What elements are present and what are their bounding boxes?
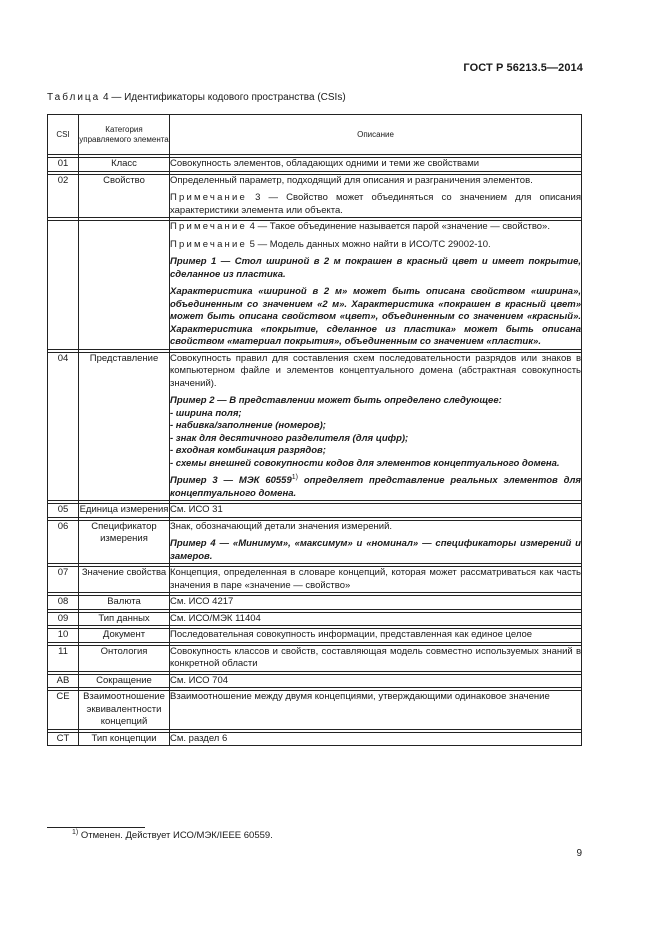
table-row xyxy=(48,221,582,350)
description-text: См. ИСО 4217 xyxy=(170,596,234,607)
description-cell xyxy=(170,352,582,501)
caption-label: Таблица xyxy=(47,92,101,103)
category-cell: Тип концепции xyxy=(79,732,170,746)
footnote-mark: 1) xyxy=(72,828,79,836)
table-row xyxy=(48,612,582,626)
table-row xyxy=(48,158,582,172)
note-label: Примечание xyxy=(170,192,247,203)
example-text: Пример 2 — В представлении может быть определено следующее: xyxy=(170,395,502,406)
example-text: Пример 1 — Стол шириной в 2 м покрашен в красный цвет и имеет покрытие, сделанное из пластика. xyxy=(170,256,581,280)
description-cell xyxy=(170,520,582,564)
category-cell: Документ xyxy=(79,629,170,643)
description-cell xyxy=(170,567,582,593)
category-cell: Значение свойства xyxy=(79,567,170,593)
example-list-item: - ширина поля; xyxy=(170,407,242,419)
page-number: 9 xyxy=(576,848,582,859)
csi-code-cell: CT xyxy=(48,732,79,746)
table-row xyxy=(48,691,582,730)
description-cell xyxy=(170,504,582,518)
example-list-item: - входная комбинация разрядов; xyxy=(170,445,326,456)
csi-code-cell: 11 xyxy=(48,645,79,671)
category-cell: Тип данных xyxy=(79,612,170,626)
description-cell xyxy=(170,221,582,350)
example-paragraph xyxy=(170,475,581,500)
csi-code-cell: 06 xyxy=(48,520,79,564)
note-paragraph xyxy=(170,221,581,234)
description-cell xyxy=(170,674,582,688)
description-cell xyxy=(170,612,582,626)
example-text-continued: определяет представление реальных элементов для концептуального домена. xyxy=(170,475,581,499)
example-paragraph xyxy=(170,286,581,349)
description-text: См. раздел 6 xyxy=(170,732,228,744)
csi-code-cell: 01 xyxy=(48,158,79,172)
table-header-row xyxy=(48,115,582,155)
footnote-text: Отменен. Действует ИСО/МЭК/IEEE 60559. xyxy=(80,830,273,841)
description-cell xyxy=(170,732,582,746)
description-text: Совокупность элементов, обладающих одними и теми же свойствами xyxy=(170,158,480,169)
csi-code-cell: 08 xyxy=(48,596,79,610)
description-cell xyxy=(170,158,582,172)
description-text: См. ИСО 704 xyxy=(170,674,229,686)
csi-code-cell: 09 xyxy=(48,612,79,626)
table-row xyxy=(48,174,582,218)
category-cell: Свойство xyxy=(79,174,170,218)
example-list-item: - набивка/заполнение (номеров); xyxy=(170,420,326,431)
category-cell: Онтология xyxy=(79,645,170,671)
example-list-item: - знак для десятичного разделителя (для цифр); xyxy=(170,432,409,444)
note-paragraph xyxy=(170,192,581,217)
table-body xyxy=(48,158,582,746)
standard-designation: ГОСТ Р 56213.5—2014 xyxy=(463,62,583,74)
description-text: Совокупность классов и свойств, составляющая модель совместно используемых знаний в конкретной области xyxy=(170,645,581,669)
csi-code-cell: 05 xyxy=(48,504,79,518)
csi-code-cell: 10 xyxy=(48,629,79,643)
note-text: 3 — Свойство может объединяться со значением для описания характеристики элемента или объекта. xyxy=(170,192,582,216)
footnote-reference: 1) xyxy=(291,473,298,481)
description-text: Последовательная совокупность информации, представленная как единое целое xyxy=(170,629,533,640)
note-text: 4 — Такое объединение называется парой «значение — свойство». xyxy=(249,221,550,232)
csi-code-cell: 07 xyxy=(48,567,79,593)
table-row xyxy=(48,629,582,643)
example-text: Пример 3 — МЭК 60559 xyxy=(170,475,292,486)
note-label: Примечание xyxy=(170,238,247,250)
description-text: Взаимоотношение между двумя концепциями, утверждающими одинаковое значение xyxy=(170,691,550,702)
table-row xyxy=(48,596,582,610)
csi-code-cell xyxy=(48,221,79,350)
csi-table xyxy=(47,114,582,746)
description-cell xyxy=(170,645,582,671)
category-cell: Взаимоотношение эквивалентности концепций xyxy=(79,691,170,730)
description-text: Концепция, определенная в словаре концепций, которая может рассматриваться как часть значения в паре «значение — свойство» xyxy=(170,567,581,591)
category-cell: Класс xyxy=(79,158,170,172)
category-cell xyxy=(79,221,170,350)
note-label: Примечание xyxy=(170,221,247,232)
description-text: См. ИСО/МЭК 11404 xyxy=(170,612,261,624)
description-cell xyxy=(170,629,582,643)
description-text: Определенный параметр, подходящий для описания и разграничения элементов. xyxy=(170,174,533,186)
caption-number: 4 xyxy=(103,92,109,103)
category-cell: Представление xyxy=(79,352,170,501)
footnote xyxy=(72,830,273,841)
example-text: Пример 4 — «Минимум», «максимум» и «номинал» — спецификаторы измерений и замеров. xyxy=(170,538,581,562)
description-text: См. ИСО 31 xyxy=(170,504,223,515)
note-paragraph xyxy=(170,239,581,252)
column-header-category: Категория управляемого элемента xyxy=(79,115,170,155)
description-cell xyxy=(170,691,582,730)
caption-title: — Идентификаторы кодового пространства (CSIs) xyxy=(111,92,346,103)
csi-code-cell: 02 xyxy=(48,174,79,218)
note-text: 5 — Модель данных можно найти в ИСО/ТС 29002-10. xyxy=(249,238,491,250)
table-row xyxy=(48,504,582,518)
column-header-csi: CSI xyxy=(48,115,79,155)
table-row xyxy=(48,520,582,564)
csi-code-cell: AB xyxy=(48,674,79,688)
table-row xyxy=(48,674,582,688)
category-cell: Сокращение xyxy=(79,674,170,688)
table-row xyxy=(48,352,582,501)
example-text: Характеристика «шириной в 2 м» может быть описана свойством «ширина», объединенным со значением «2 м». Характеристика «покрашен в красный цвет» может быть описана свойством «цвет», объединенным со значением «красный». Характеристика «покрытие, сделанное из пластика» может быть описана свойством «материал покрытия», объединенным со значением «пластик». xyxy=(170,286,581,347)
table-row xyxy=(48,645,582,671)
category-cell: Единица измерения xyxy=(79,504,169,515)
description-cell xyxy=(170,174,582,218)
example-list-item: - схемы внешней совокупности кодов для элементов концептуального домена. xyxy=(170,457,560,469)
csi-code-cell: CE xyxy=(48,691,79,730)
example-paragraph xyxy=(170,395,581,470)
example-paragraph xyxy=(170,538,581,563)
description-cell xyxy=(170,596,582,610)
column-header-description: Описание xyxy=(170,115,582,155)
csi-code-cell: 04 xyxy=(48,352,79,501)
category-cell: Спецификатор измерения xyxy=(79,520,170,564)
table-caption xyxy=(47,92,346,103)
footnote-rule xyxy=(47,827,145,828)
table-row xyxy=(48,732,582,746)
description-text: Совокупность правил для составления схем последовательности разрядов или знаков в компьютерном файле и элементов концептуального домена (абстрактная совокупность значений). xyxy=(170,352,581,389)
category-cell: Валюта xyxy=(79,596,170,610)
table-row xyxy=(48,567,582,593)
example-paragraph xyxy=(170,256,581,281)
description-text: Знак, обозначающий детали значения измерений. xyxy=(170,520,393,532)
